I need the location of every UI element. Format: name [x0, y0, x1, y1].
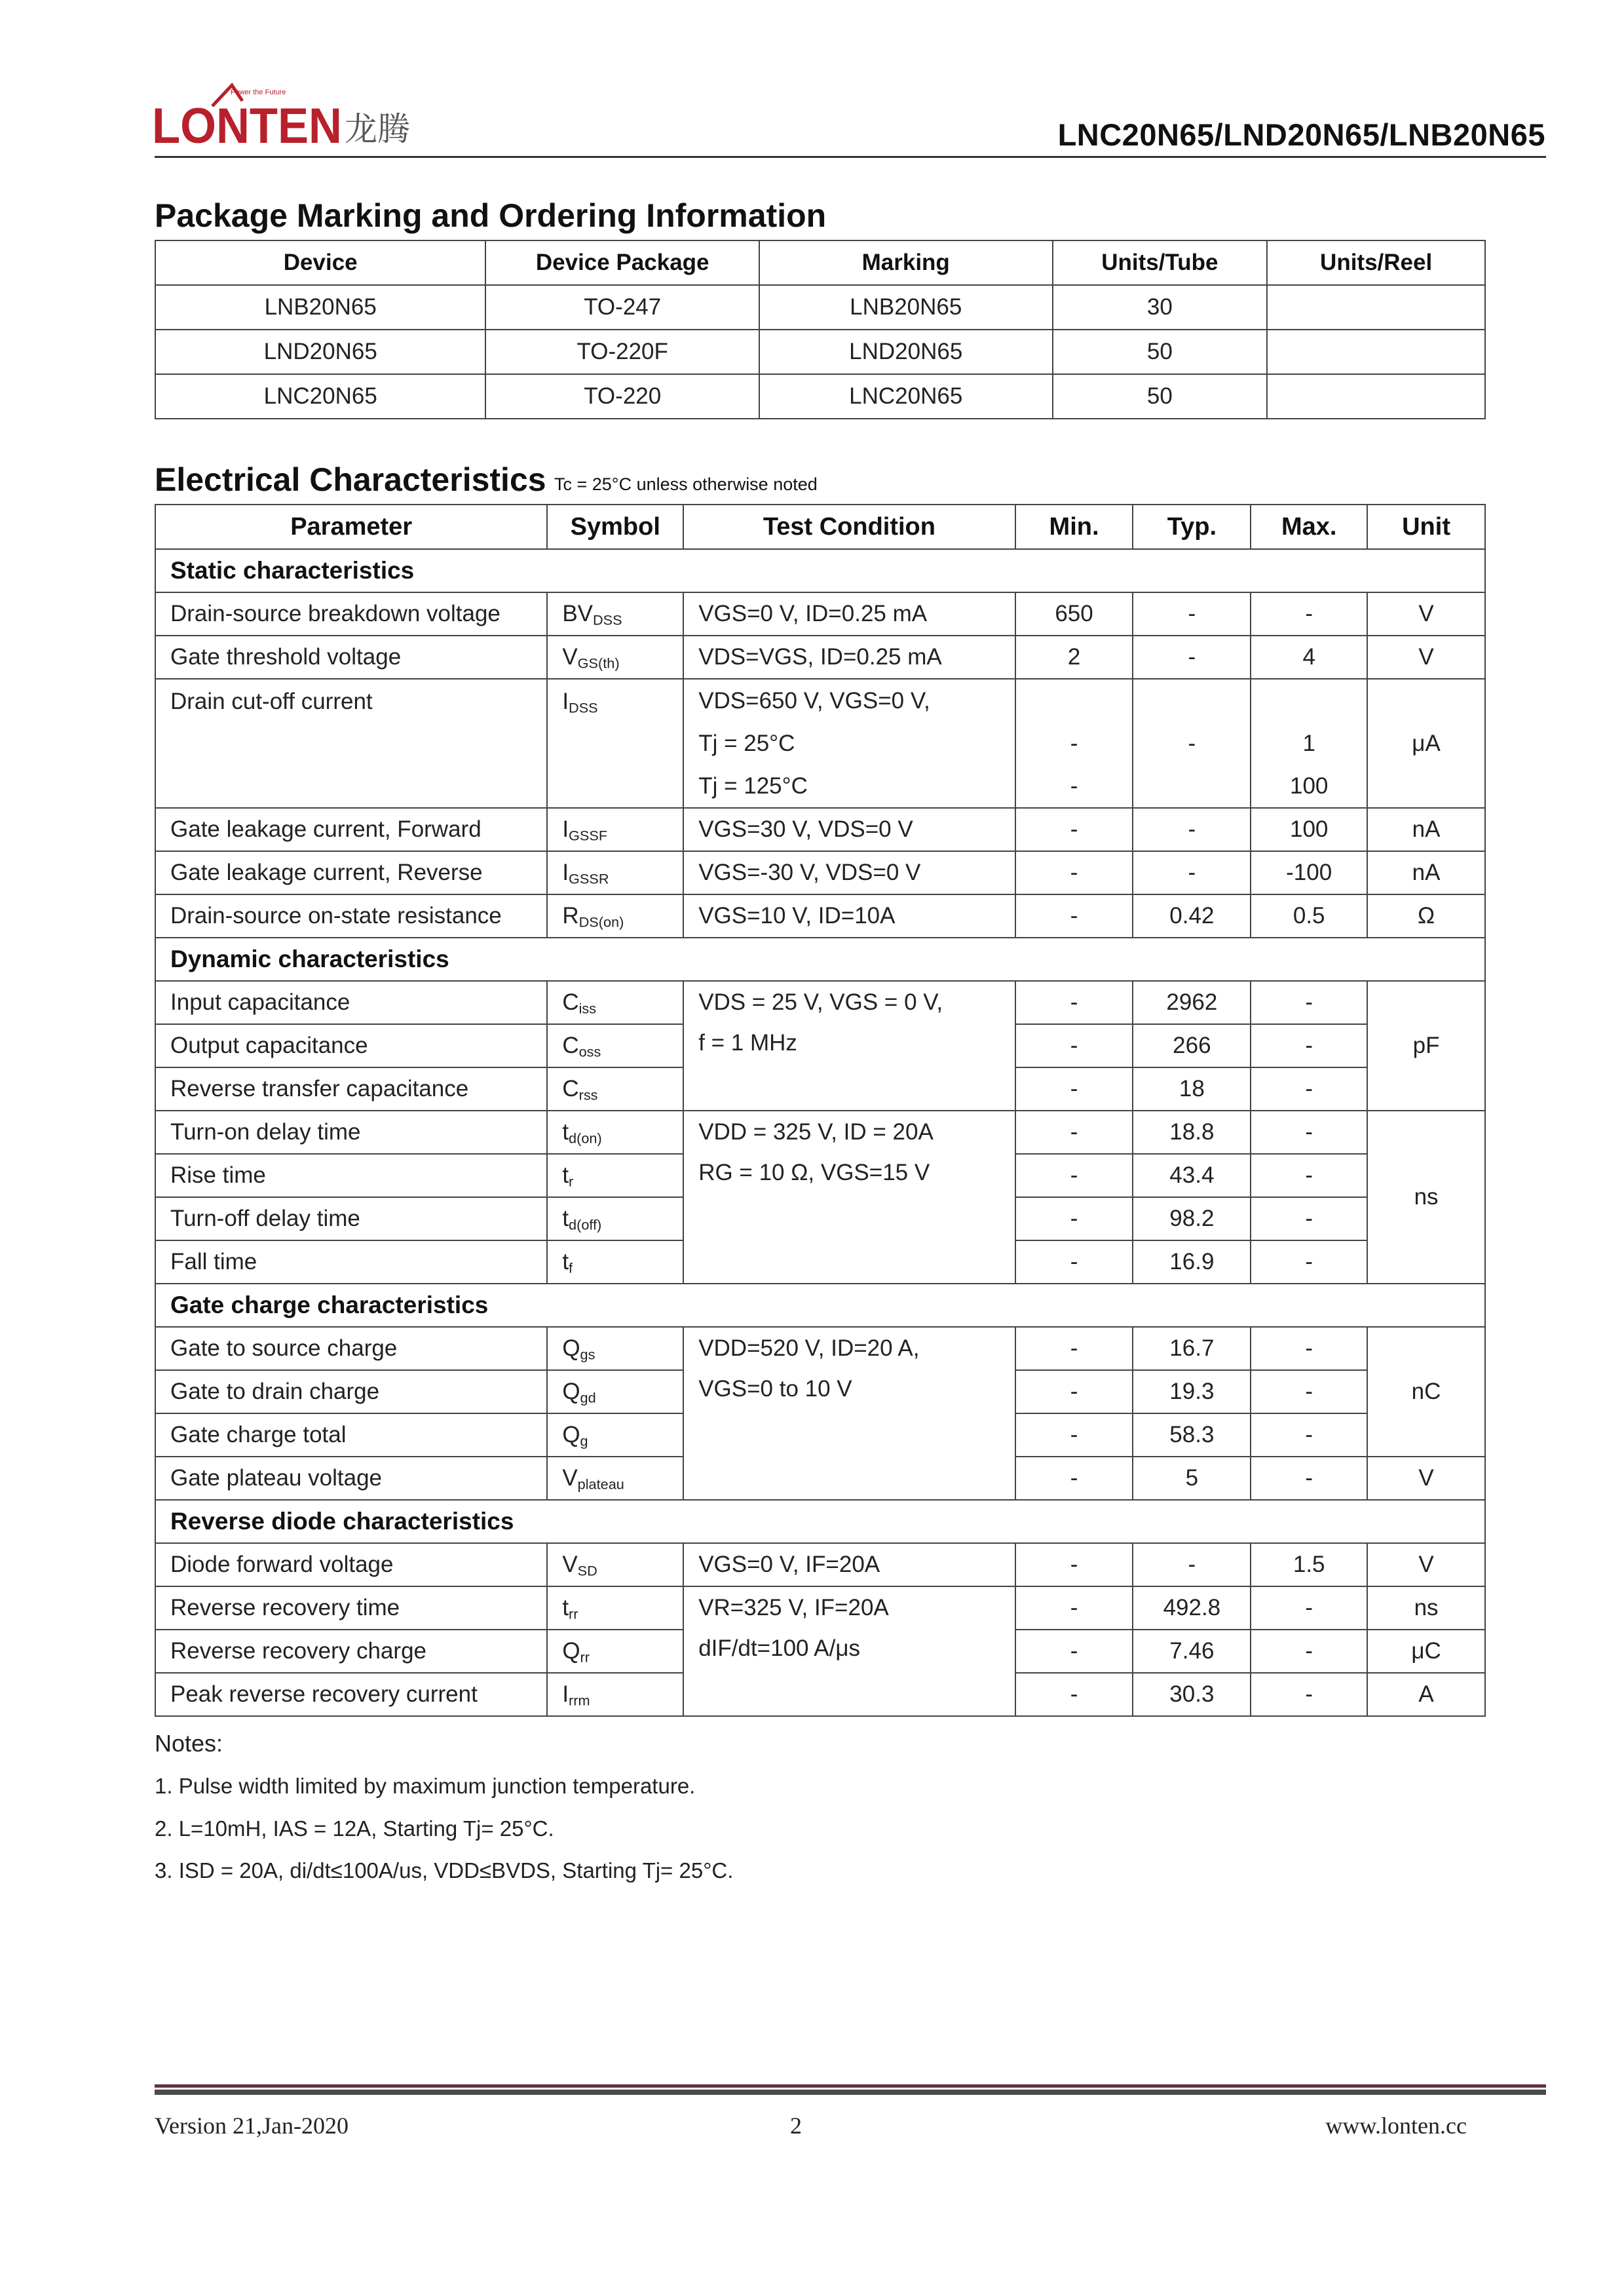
column-header: Marking [759, 240, 1053, 285]
unit-cell: nA [1367, 851, 1485, 894]
symbol-main: Q [562, 1335, 580, 1361]
table-row [155, 808, 1485, 851]
typ-cell: - [1133, 592, 1251, 636]
value-line: 1 [1302, 731, 1315, 756]
symbol-main: V [562, 644, 578, 670]
symbol-main: I [562, 689, 569, 714]
symbol-sub: rr [580, 1649, 590, 1666]
condition-line: VDD = 325 V, ID = 20A [698, 1119, 934, 1145]
symbol-main: I [562, 860, 569, 885]
max-cell: 100 [1251, 808, 1367, 851]
symbol-cell [547, 1457, 683, 1500]
page-number: 2 [790, 2113, 802, 2139]
max-cell: - [1251, 1197, 1367, 1240]
table-cell: LNB20N65 [155, 285, 485, 330]
condition-cell [683, 1111, 1015, 1284]
max-cell: - [1251, 1154, 1367, 1197]
max-cell: -100 [1251, 851, 1367, 894]
min-cell: - [1015, 1240, 1133, 1284]
table-cell: 50 [1053, 374, 1268, 419]
table-row [155, 374, 1485, 419]
max-cell: - [1251, 1630, 1367, 1673]
column-header: Unit [1367, 505, 1485, 549]
symbol-sub: gd [580, 1389, 596, 1406]
max-cell: - [1251, 1457, 1367, 1500]
min-cell: - [1015, 1327, 1133, 1370]
symbol-main: t [562, 1249, 569, 1274]
table-cell: 50 [1053, 330, 1268, 374]
section-row [155, 549, 1485, 592]
condition-line: Tj = 125°C [698, 773, 808, 799]
temperature-note: Tc = 25°C unless otherwise noted [554, 474, 818, 494]
column-header: Min. [1015, 505, 1133, 549]
param-cell: Output capacitance [155, 1024, 547, 1067]
param-cell: Reverse recovery charge [155, 1630, 547, 1673]
value-line: - [1188, 731, 1196, 756]
symbol-sub: d(on) [569, 1130, 602, 1147]
condition-line: VR=325 V, IF=20A [698, 1595, 889, 1620]
typ-cell: 492.8 [1133, 1586, 1251, 1630]
typ-cell: 266 [1133, 1024, 1251, 1067]
min-cell: - [1015, 1370, 1133, 1413]
table-cell: TO-220 [485, 374, 759, 419]
min-cell: - [1015, 1457, 1133, 1500]
table-row [155, 1543, 1485, 1586]
condition-line: f = 1 MHz [698, 1030, 797, 1056]
symbol-cell [547, 1240, 683, 1284]
param-cell: Gate to drain charge [155, 1370, 547, 1413]
value-line: - [1070, 731, 1078, 756]
symbol-main: Q [562, 1422, 580, 1447]
min-cell: - [1015, 1154, 1133, 1197]
min-cell: - [1015, 1197, 1133, 1240]
table-cell: LNC20N65 [759, 374, 1053, 419]
typ-cell: 18 [1133, 1067, 1251, 1111]
table-header-row [155, 240, 1485, 285]
max-cell: 0.5 [1251, 894, 1367, 938]
param-cell: Reverse recovery time [155, 1586, 547, 1630]
table-cell: LND20N65 [759, 330, 1053, 374]
typ-cell: 18.8 [1133, 1111, 1251, 1154]
unit-cell: ns [1367, 1111, 1485, 1284]
condition-cell [683, 1327, 1015, 1500]
footer-divider [155, 2084, 1546, 2095]
max-cell: - [1251, 1370, 1367, 1413]
symbol-main: Q [562, 1379, 580, 1404]
min-cell: - [1015, 851, 1133, 894]
max-cell: - [1251, 1111, 1367, 1154]
condition-cell: VGS=0 V, IF=20A [683, 1543, 1015, 1586]
symbol-main: V [562, 1465, 578, 1491]
table-cell: 30 [1053, 285, 1268, 330]
table-row [155, 1111, 1485, 1154]
condition-cell [683, 679, 1015, 808]
max-cell: - [1251, 1413, 1367, 1457]
symbol-cell [547, 679, 683, 808]
company-logo [152, 77, 427, 156]
condition-cell: VGS=10 V, ID=10A [683, 894, 1015, 938]
table-row [155, 1586, 1485, 1630]
column-header: Max. [1251, 505, 1367, 549]
column-header: Units/Reel [1267, 240, 1485, 285]
typ-cell: 16.7 [1133, 1327, 1251, 1370]
note-item: 1. Pulse width limited by maximum junction temperature. [155, 1774, 696, 1798]
typ-cell: - [1133, 851, 1251, 894]
typ-cell: - [1133, 808, 1251, 851]
condition-line: dIF/dt=100 A/μs [698, 1636, 861, 1661]
table-cell: TO-247 [485, 285, 759, 330]
package-table [155, 240, 1486, 419]
symbol-main: R [562, 903, 579, 928]
section-title: Static characteristics [155, 549, 1485, 592]
param-cell: Input capacitance [155, 981, 547, 1024]
symbol-main: BV [562, 601, 594, 626]
table-cell: LNB20N65 [759, 285, 1053, 330]
param-cell: Turn-on delay time [155, 1111, 547, 1154]
min-cell: - [1015, 1586, 1133, 1630]
table-row [155, 330, 1485, 374]
typ-cell: - [1133, 1543, 1251, 1586]
column-header: Test Condition [683, 505, 1015, 549]
column-header: Symbol [547, 505, 683, 549]
typ-cell: 2962 [1133, 981, 1251, 1024]
symbol-main: t [562, 1595, 569, 1620]
param-cell: Drain cut-off current [155, 679, 547, 808]
typ-cell: - [1133, 636, 1251, 679]
column-header: Typ. [1133, 505, 1251, 549]
condition-line: VDS=650 V, VGS=0 V, [698, 688, 930, 714]
symbol-sub: rrm [569, 1692, 590, 1709]
param-cell: Gate plateau voltage [155, 1457, 547, 1500]
symbol-sub: DS(on) [578, 913, 624, 930]
param-cell: Drain-source breakdown voltage [155, 592, 547, 636]
symbol-main: C [562, 1076, 579, 1101]
symbol-main: I [562, 1681, 569, 1707]
section-title: Dynamic characteristics [155, 938, 1485, 981]
typ-cell: 30.3 [1133, 1673, 1251, 1716]
min-cell: 2 [1015, 636, 1133, 679]
table-row [155, 679, 1485, 808]
symbol-sub: plateau [577, 1476, 624, 1493]
min-cell: - [1015, 1413, 1133, 1457]
table-row [155, 636, 1485, 679]
min-cell [1015, 679, 1133, 808]
symbol-main: C [562, 1033, 579, 1058]
symbol-main: I [562, 816, 569, 842]
symbol-sub: SD [577, 1562, 597, 1579]
table-row [155, 285, 1485, 330]
footer-version: Version 21,Jan-2020 [155, 2113, 349, 2139]
param-cell: Gate charge total [155, 1413, 547, 1457]
typ-cell: 0.42 [1133, 894, 1251, 938]
column-header: Parameter [155, 505, 547, 549]
symbol-cell [547, 592, 683, 636]
footer-website-link[interactable]: www.lonten.cc [1325, 2113, 1467, 2139]
typ-cell: 98.2 [1133, 1197, 1251, 1240]
symbol-main: t [562, 1119, 569, 1145]
typ-cell [1133, 679, 1251, 808]
param-cell: Gate leakage current, Reverse [155, 851, 547, 894]
condition-cell: VGS=0 V, ID=0.25 mA [683, 592, 1015, 636]
table-row [155, 1327, 1485, 1370]
unit-cell: V [1367, 592, 1485, 636]
symbol-main: Q [562, 1638, 580, 1664]
electrical-section-heading: Electrical Characteristics [155, 461, 546, 498]
symbol-sub: rr [569, 1605, 578, 1622]
unit-cell: Ω [1367, 894, 1485, 938]
min-cell: - [1015, 1067, 1133, 1111]
condition-line: VDS = 25 V, VGS = 0 V, [698, 989, 943, 1015]
max-cell: - [1251, 1240, 1367, 1284]
param-cell: Turn-off delay time [155, 1197, 547, 1240]
condition-line: RG = 10 Ω, VGS=15 V [698, 1160, 930, 1185]
symbol-main: C [562, 989, 579, 1015]
document-title: LNC20N65/LND20N65/LNB20N65 [1057, 117, 1545, 152]
note-item: 2. L=10mH, IAS = 12A, Starting Tj= 25°C. [155, 1816, 554, 1841]
param-cell: Gate leakage current, Forward [155, 808, 547, 851]
max-cell [1251, 679, 1367, 808]
table-header-row [155, 505, 1485, 549]
symbol-cell [547, 1543, 683, 1586]
symbol-cell [547, 1327, 683, 1370]
symbol-sub: g [580, 1432, 588, 1449]
condition-cell: VDS=VGS, ID=0.25 mA [683, 636, 1015, 679]
param-cell: Diode forward voltage [155, 1543, 547, 1586]
max-cell: - [1251, 1586, 1367, 1630]
header-divider [155, 156, 1546, 158]
param-cell: Fall time [155, 1240, 547, 1284]
symbol-sub: gs [580, 1346, 595, 1363]
symbol-cell [547, 1413, 683, 1457]
symbol-main: t [562, 1162, 569, 1188]
symbol-cell [547, 981, 683, 1024]
typ-cell: 7.46 [1133, 1630, 1251, 1673]
table-row [155, 592, 1485, 636]
typ-cell: 16.9 [1133, 1240, 1251, 1284]
unit-cell: V [1367, 1457, 1485, 1500]
max-cell: 1.5 [1251, 1543, 1367, 1586]
table-row [155, 851, 1485, 894]
condition-cell [683, 1586, 1015, 1716]
lonten-logo-graphic [152, 77, 427, 156]
condition-line: VDD=520 V, ID=20 A, [698, 1335, 920, 1361]
param-cell: Gate threshold voltage [155, 636, 547, 679]
symbol-cell [547, 1024, 683, 1067]
min-cell: - [1015, 1111, 1133, 1154]
symbol-sub: oss [578, 1043, 601, 1060]
unit-cell: V [1367, 1543, 1485, 1586]
unit-cell: V [1367, 636, 1485, 679]
condition-cell: VGS=30 V, VDS=0 V [683, 808, 1015, 851]
unit-cell: A [1367, 1673, 1485, 1716]
symbol-cell [547, 1197, 683, 1240]
min-cell: - [1015, 894, 1133, 938]
condition-cell [683, 981, 1015, 1111]
section-row [155, 1284, 1485, 1327]
min-cell: - [1015, 1630, 1133, 1673]
section-row [155, 938, 1485, 981]
symbol-sub: GSSR [569, 870, 609, 887]
unit-cell: μA [1367, 679, 1485, 808]
symbol-sub: DSS [593, 611, 622, 628]
symbol-main: t [562, 1206, 569, 1231]
note-item: 3. ISD = 20A, di/dt≤100A/us, VDD≤BVDS, Starting Tj= 25°C. [155, 1858, 734, 1883]
package-section-heading: Package Marking and Ordering Information [155, 197, 827, 234]
table-cell [1267, 374, 1485, 419]
max-cell: 4 [1251, 636, 1367, 679]
symbol-sub: iss [578, 1000, 597, 1017]
notes-title: Notes: [155, 1730, 223, 1757]
column-header: Device [155, 240, 485, 285]
param-cell: Peak reverse recovery current [155, 1673, 547, 1716]
symbol-cell [547, 894, 683, 938]
min-cell: - [1015, 808, 1133, 851]
symbol-cell [547, 1586, 683, 1630]
symbol-main: V [562, 1552, 578, 1577]
section-row [155, 1500, 1485, 1543]
symbol-sub: GSSF [569, 827, 608, 844]
condition-line: Tj = 25°C [698, 731, 795, 756]
symbol-cell [547, 1067, 683, 1111]
table-cell [1267, 330, 1485, 374]
symbol-cell [547, 1673, 683, 1716]
param-cell: Drain-source on-state resistance [155, 894, 547, 938]
min-cell: - [1015, 981, 1133, 1024]
min-cell: - [1015, 1543, 1133, 1586]
param-cell: Gate to source charge [155, 1327, 547, 1370]
symbol-cell [547, 808, 683, 851]
typ-cell: 43.4 [1133, 1154, 1251, 1197]
max-cell: - [1251, 981, 1367, 1024]
electrical-characteristics-table [155, 504, 1486, 1717]
symbol-sub: DSS [569, 699, 598, 716]
symbol-cell [547, 1154, 683, 1197]
table-cell: TO-220F [485, 330, 759, 374]
table-row [155, 981, 1485, 1024]
symbol-sub: rss [578, 1086, 598, 1103]
value-line: 100 [1289, 773, 1329, 799]
symbol-cell [547, 636, 683, 679]
unit-cell: nC [1367, 1327, 1485, 1457]
min-cell: - [1015, 1673, 1133, 1716]
table-cell: LNC20N65 [155, 374, 485, 419]
svg-text:龙腾: 龙腾 [345, 110, 410, 148]
unit-cell: nA [1367, 808, 1485, 851]
typ-cell: 5 [1133, 1457, 1251, 1500]
max-cell: - [1251, 1327, 1367, 1370]
value-line: - [1070, 773, 1078, 799]
condition-line: VGS=0 to 10 V [698, 1376, 852, 1402]
max-cell: - [1251, 1067, 1367, 1111]
table-cell [1267, 285, 1485, 330]
symbol-cell [547, 1111, 683, 1154]
unit-cell: μC [1367, 1630, 1485, 1673]
symbol-cell [547, 851, 683, 894]
table-row [155, 894, 1485, 938]
column-header: Device Package [485, 240, 759, 285]
symbol-cell [547, 1370, 683, 1413]
svg-text:Power the Future: Power the Future [231, 88, 286, 96]
unit-cell: ns [1367, 1586, 1485, 1630]
unit-cell: pF [1367, 981, 1485, 1111]
max-cell: - [1251, 1673, 1367, 1716]
symbol-cell [547, 1630, 683, 1673]
param-cell: Reverse transfer capacitance [155, 1067, 547, 1111]
symbol-sub: r [569, 1173, 574, 1190]
max-cell: - [1251, 592, 1367, 636]
symbol-sub: f [569, 1259, 573, 1276]
section-title: Gate charge characteristics [155, 1284, 1485, 1327]
param-cell: Rise time [155, 1154, 547, 1197]
typ-cell: 19.3 [1133, 1370, 1251, 1413]
table-cell: LND20N65 [155, 330, 485, 374]
typ-cell: 58.3 [1133, 1413, 1251, 1457]
symbol-sub: d(off) [569, 1216, 602, 1233]
section-title: Reverse diode characteristics [155, 1500, 1485, 1543]
symbol-sub: GS(th) [577, 655, 620, 672]
min-cell: - [1015, 1024, 1133, 1067]
svg-text:LONTEN: LONTEN [152, 98, 342, 154]
column-header: Units/Tube [1053, 240, 1268, 285]
condition-cell: VGS=-30 V, VDS=0 V [683, 851, 1015, 894]
min-cell: 650 [1015, 592, 1133, 636]
max-cell: - [1251, 1024, 1367, 1067]
